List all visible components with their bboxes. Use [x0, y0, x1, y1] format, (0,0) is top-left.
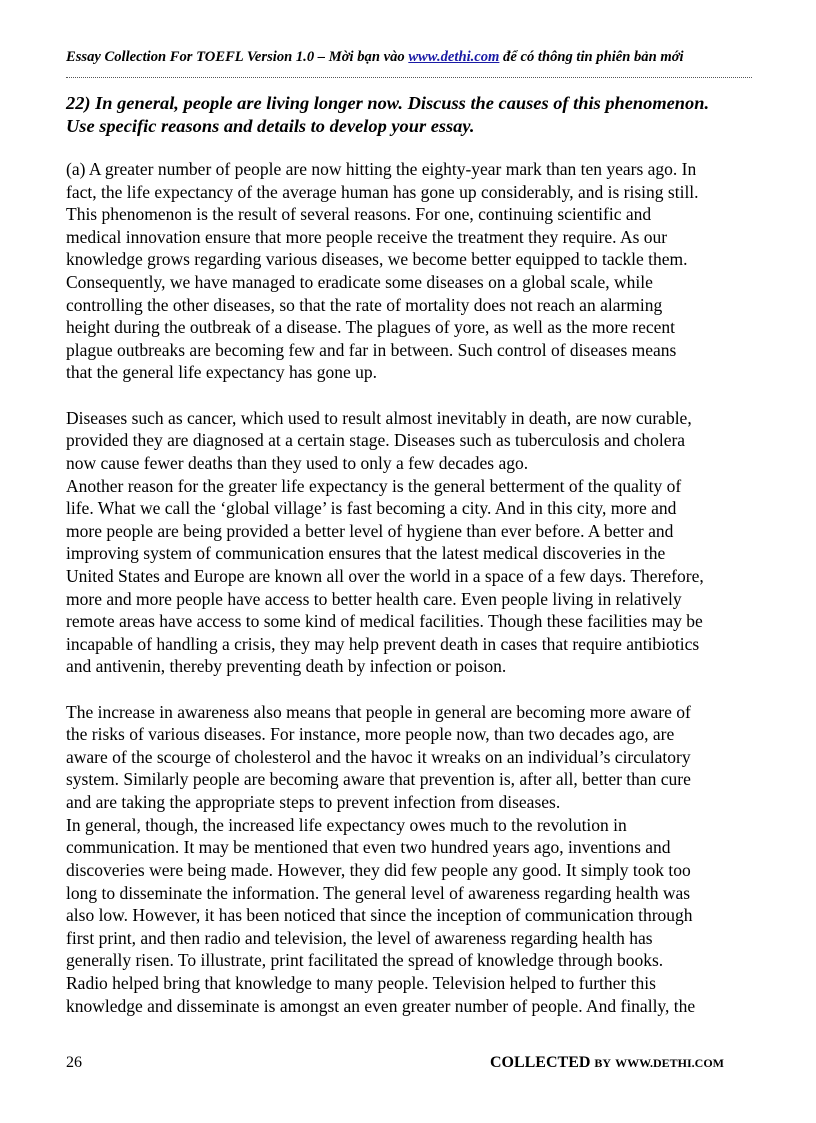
- body-line: (a) A greater number of people are now hitting the eighty-year mark than ten years ago. In: [66, 159, 697, 179]
- body-line: Diseases such as cancer, which used to result almost inevitably in death, are now curable,: [66, 407, 692, 428]
- body-line: the risks of various diseases. For instance, more people now, than two decades ago, are: [66, 724, 675, 745]
- body-line: aware of the scourge of cholesterol and the havoc it wreaks on an individual’s circulatory: [66, 746, 691, 767]
- body-line: and are taking the appropriate steps to prevent infection from diseases.: [66, 792, 561, 813]
- footer-credit: [490, 1054, 724, 1072]
- body-line: Consequently, we have managed to eradicate some diseases on a global scale, while: [66, 272, 653, 293]
- body-line: plague outbreaks are becoming few and far in between. Such control of diseases means: [66, 339, 677, 360]
- body-line: generally risen. To illustrate, print facilitated the spread of knowledge through books.: [66, 950, 664, 971]
- body-line: medical innovation ensure that more people receive the treatment they require. As our: [66, 226, 668, 247]
- footer-site: WWW.DETHI.COM: [615, 1056, 724, 1070]
- body-line: incapable of handling a crisis, they may help prevent death in cases that require antibiotics: [66, 633, 700, 654]
- essay-body: [66, 158, 756, 1017]
- body-line: improving system of communication ensures that the latest medical discoveries in the: [66, 543, 666, 564]
- essay-title: [66, 92, 756, 138]
- body-line: knowledge and disseminate is amongst an even greater number of people. And finally, the: [66, 995, 696, 1016]
- header-link[interactable]: www.dethi.com: [408, 49, 500, 65]
- body-line: more and more people have access to better health care. Even people living in relatively: [66, 588, 682, 609]
- body-line: life. What we call the ‘global village’ is fast becoming a city. And in this city, more and: [66, 498, 677, 519]
- paragraph-gap: [66, 678, 756, 701]
- body-line: In general, though, the increased life expectancy owes much to the revolution in: [66, 814, 627, 835]
- body-line: more people are being provided a better level of hygiene than ever before. A better and: [66, 520, 674, 541]
- body-line: United States and Europe are known all over the world in a space of a few days. Therefore,: [66, 565, 704, 586]
- body-line: knowledge grows regarding various diseases, we become better equipped to tackle them.: [66, 249, 688, 270]
- body-line: fact, the life expectancy of the average human has gone up considerably, and is rising still.: [66, 181, 699, 202]
- footer-collected: COLLECTED: [489, 1054, 591, 1071]
- paragraph-gap: [66, 384, 756, 407]
- body-line: Radio helped bring that knowledge to many people. Television helped to further this: [66, 972, 656, 993]
- header-prefix: Essay Collection For TOEFL Version 1.0 – Mời bạn vào: [66, 49, 409, 65]
- footer-by: BY: [594, 1056, 612, 1070]
- body-line: long to disseminate the information. The general level of awareness regarding health was: [66, 882, 691, 903]
- body-line: Another reason for the greater life expectancy is the general betterment of the quality of: [66, 475, 682, 496]
- title-line: Use specific reasons and details to develop your essay.: [66, 116, 475, 136]
- body-line: The increase in awareness also means that people in general are becoming more aware of: [66, 701, 691, 722]
- body-line: also low. However, it has been noticed that since the inception of communication through: [66, 905, 693, 926]
- body-line: system. Similarly people are becoming aware that prevention is, after all, better than cure: [66, 769, 691, 790]
- body-line: now cause fewer deaths than they used to only a few decades ago.: [66, 452, 529, 473]
- body-line: first print, and then radio and television, the level of awareness regarding health has: [66, 927, 653, 948]
- body-line: controlling the other diseases, so that the rate of mortality does not reach an alarming: [66, 294, 663, 315]
- body-line: This phenomenon is the result of several reasons. For one, continuing scientific and: [66, 204, 652, 225]
- page-number: 26: [66, 1054, 82, 1071]
- page-header: [66, 49, 752, 66]
- body-line: height during the outbreak of a disease. The plagues of yore, as well as the more recent: [66, 317, 676, 338]
- body-line: discoveries were being made. However, they did few people any good. It simply took too: [66, 859, 691, 880]
- title-line: 22) In general, people are living longer now. Discuss the causes of this phenomenon.: [66, 93, 710, 113]
- header-suffix: để có thông tin phiên bản mới: [499, 49, 684, 65]
- body-line: remote areas have access to some kind of medical facilities. Though these facilities may be: [66, 611, 703, 632]
- body-line: and antivenin, thereby preventing death by infection or poison.: [66, 656, 507, 677]
- header-divider: [66, 77, 752, 78]
- body-line: provided they are diagnosed at a certain stage. Diseases such as tuberculosis and cholera: [66, 430, 686, 451]
- body-line: communication. It may be mentioned that even two hundred years ago, inventions and: [66, 837, 671, 858]
- body-line: that the general life expectancy has gone up.: [66, 362, 377, 383]
